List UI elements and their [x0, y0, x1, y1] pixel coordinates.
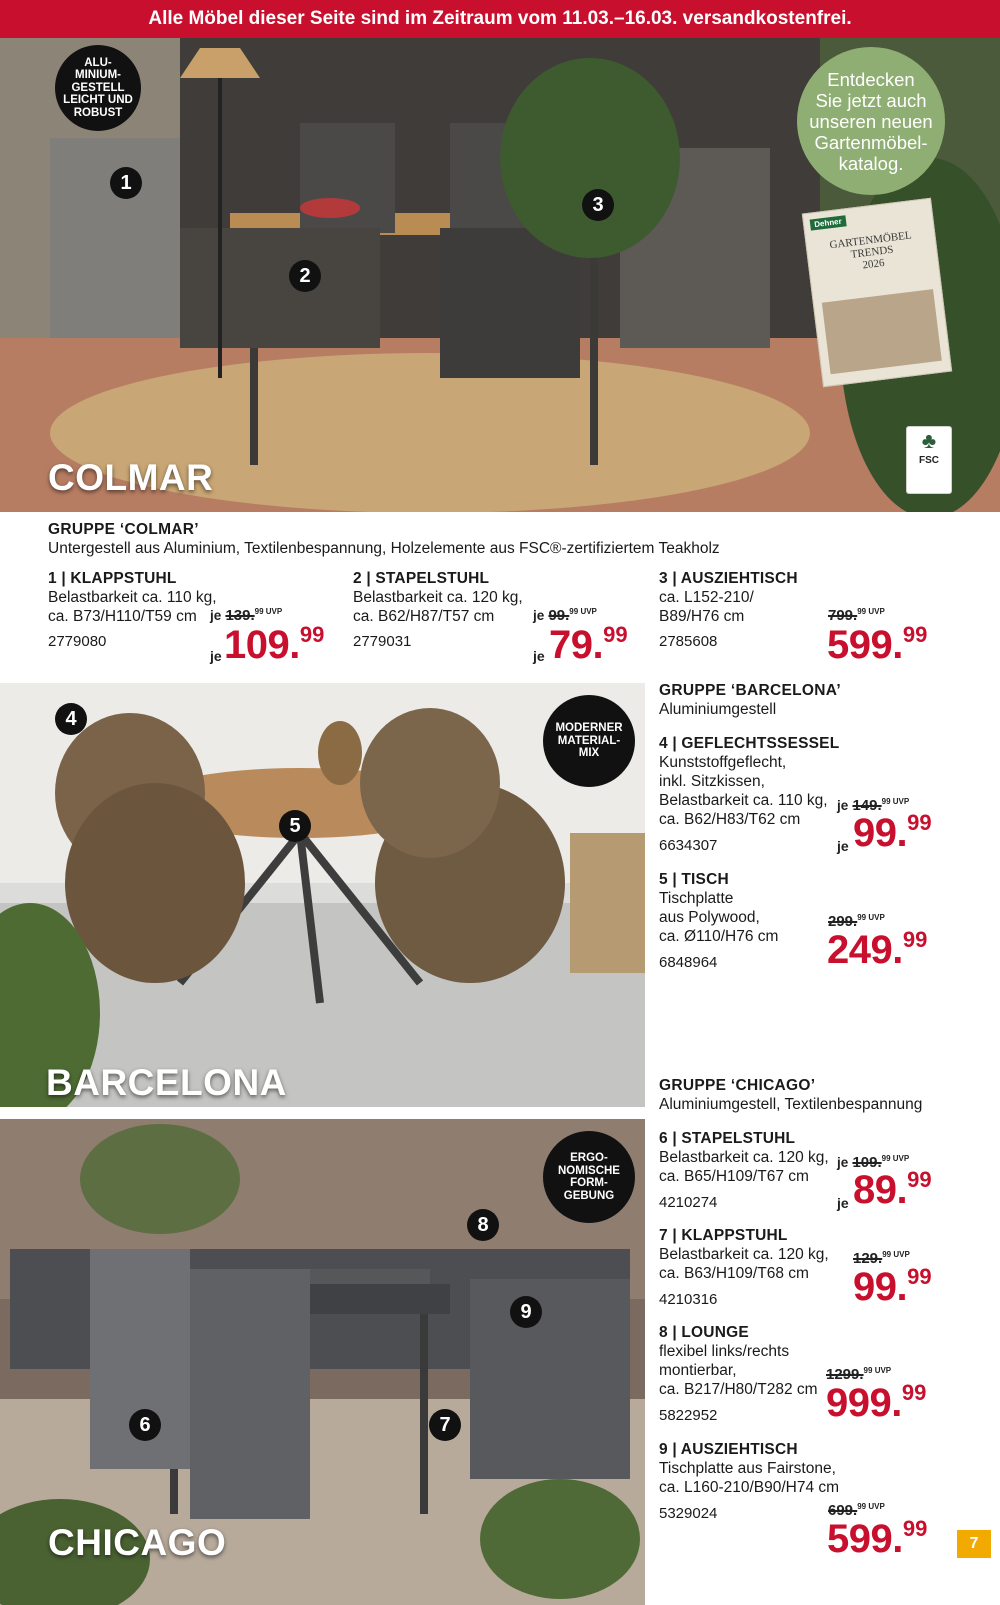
item-5-price: 249.99	[827, 927, 928, 972]
marker-3: 3	[582, 189, 614, 221]
item-9-spec: ca. L160-210/B90/H74 cm	[659, 1479, 840, 1496]
item-2-old-price: je 99.$^{99 UVP}$	[533, 607, 597, 624]
item-1-je: je	[210, 648, 222, 664]
item-4-old-price: je 149.$^{99 UVP}$	[837, 797, 910, 814]
item-8-article: 5822952	[659, 1407, 718, 1424]
item-6-spec: Belastbarkeit ca. 120 kg,	[659, 1149, 829, 1166]
item-3-price: 599.99	[827, 622, 928, 667]
item-1-spec: ca. B73/H110/T59 cm	[48, 608, 197, 625]
item-8-spec: flexibel links/rechts	[659, 1343, 790, 1360]
item-7-title: 7 | KLAPPSTUHL	[659, 1227, 788, 1244]
item-5-spec: Tischplatte	[659, 890, 734, 907]
marker-1: 1	[110, 167, 142, 199]
barcelona-group-title: GRUPPE ‘BARCELONA’	[659, 682, 841, 699]
item-9-spec: Tischplatte aus Fairstone,	[659, 1460, 836, 1477]
item-6-je: je	[837, 1195, 849, 1211]
item-4-spec: ca. B62/H83/T62 cm	[659, 811, 801, 828]
item-3-spec: ca. L152-210/	[659, 589, 754, 606]
item-1-title: 1 | KLAPPSTUHL	[48, 570, 177, 587]
item-1-spec: Belastbarkeit ca. 110 kg,	[48, 589, 217, 606]
item-4-title: 4 | GEFLECHTSSESSEL	[659, 735, 840, 752]
colmar-group-desc: Untergestell aus Aluminium, Textilenbespannung, Holzelemente aus FSC®-zertifiziertem Teakholz	[48, 540, 720, 557]
item-4-article: 6634307	[659, 837, 718, 854]
item-2-price: 79.99	[549, 622, 628, 667]
item-6-article: 4210274	[659, 1194, 718, 1211]
item-9-article: 5329024	[659, 1505, 718, 1522]
item-3-old-price: 799.$^{99 UVP}$	[828, 607, 885, 624]
material-mix-badge: MODERNER MATERIAL- MIX	[543, 695, 635, 787]
item-4-spec: Kunststoffgeflecht,	[659, 754, 787, 771]
item-2-spec: Belastbarkeit ca. 120 kg,	[353, 589, 523, 606]
item-5-spec: aus Polywood,	[659, 909, 760, 926]
item-4-spec: Belastbarkeit ca. 110 kg,	[659, 792, 828, 809]
item-6-price: 89.99	[853, 1167, 932, 1212]
fsc-logo	[906, 426, 952, 494]
aluminium-badge: ALU- MINIUM- GESTELL LEICHT UND ROBUST	[55, 45, 141, 131]
ergonomic-badge: ERGO- NOMISCHE FORM- GEBUNG	[543, 1131, 635, 1223]
barcelona-group-desc: Aluminiumgestell	[659, 701, 777, 718]
marker-8: 8	[467, 1209, 499, 1241]
item-8-price: 999.99	[826, 1380, 927, 1425]
item-9-title: 9 | AUSZIEHTISCH	[659, 1441, 798, 1458]
page-number: 7	[957, 1530, 991, 1558]
fsc-label: FSC	[919, 455, 939, 466]
item-2-title: 2 | STAPELSTUHL	[353, 570, 490, 587]
item-4-je: je	[837, 838, 849, 854]
item-3-title: 3 | AUSZIEHTISCH	[659, 570, 798, 587]
item-9-old-price: 699.$^{99 UVP}$	[828, 1502, 885, 1519]
tree-icon: ♣	[921, 428, 937, 453]
item-5-title: 5 | TISCH	[659, 871, 729, 888]
marker-2: 2	[289, 260, 321, 292]
chicago-group-desc: Aluminiumgestell, Textilenbespannung	[659, 1096, 923, 1113]
item-7-spec: ca. B63/H109/T68 cm	[659, 1265, 809, 1282]
item-8-old-price: 1299.$^{99 UVP}$	[826, 1366, 892, 1383]
item-1-price: 109.99	[224, 622, 325, 667]
colmar-photo-label: COLMAR	[48, 457, 214, 498]
item-4-spec: inkl. Sitzkissen,	[659, 773, 765, 790]
marker-7: 7	[429, 1409, 461, 1441]
item-2-spec: ca. B62/H87/T57 cm	[353, 608, 495, 625]
shipping-banner: Alle Möbel dieser Seite sind im Zeitraum vom 11.03.–16.03. versandkostenfrei.	[0, 0, 1000, 38]
item-5-spec: ca. Ø110/H76 cm	[659, 928, 779, 945]
item-5-old-price: 299.$^{99 UVP}$	[828, 913, 885, 930]
item-6-old-price: je 109.$^{99 UVP}$	[837, 1154, 910, 1171]
marker-9: 9	[510, 1296, 542, 1328]
item-7-spec: Belastbarkeit ca. 120 kg,	[659, 1246, 829, 1263]
catalog-cover-image	[802, 198, 952, 388]
colmar-group-title: GRUPPE ‘COLMAR’	[48, 521, 199, 538]
item-3-spec: B89/H76 cm	[659, 608, 745, 625]
item-8-title: 8 | LOUNGE	[659, 1324, 749, 1341]
item-1-old-price: je 139.$^{99 UVP}$	[210, 607, 283, 624]
catalog-brand: Dehner	[810, 215, 847, 230]
barcelona-photo-label: BARCELONA	[46, 1062, 287, 1103]
item-6-title: 6 | STAPELSTUHL	[659, 1130, 796, 1147]
item-2-article: 2779031	[353, 633, 412, 650]
chicago-group-title: GRUPPE ‘CHICAGO’	[659, 1077, 816, 1094]
marker-4: 4	[55, 703, 87, 735]
item-6-spec: ca. B65/H109/T67 cm	[659, 1168, 809, 1185]
item-2-je: je	[533, 648, 545, 664]
item-5-article: 6848964	[659, 954, 718, 971]
item-1-article: 2779080	[48, 633, 107, 650]
item-7-article: 4210316	[659, 1291, 718, 1308]
catalog-title: GARTENMÖBEL TRENDS 2026	[828, 229, 913, 272]
catalog-promo-circle: Entdecken Sie jetzt auch unseren neuen Gartenmöbel- katalog.	[797, 47, 945, 195]
item-8-spec: ca. B217/H80/T282 cm	[659, 1381, 818, 1398]
marker-5: 5	[279, 810, 311, 842]
item-7-price: 99.99	[853, 1264, 932, 1309]
item-9-price: 599.99	[827, 1516, 928, 1561]
chicago-photo-label: CHICAGO	[48, 1522, 227, 1563]
item-7-old-price: 129.$^{99 UVP}$	[853, 1250, 910, 1267]
item-8-spec: montierbar,	[659, 1362, 737, 1379]
item-3-article: 2785608	[659, 633, 718, 650]
item-4-price: 99.99	[853, 810, 932, 855]
marker-6: 6	[129, 1409, 161, 1441]
